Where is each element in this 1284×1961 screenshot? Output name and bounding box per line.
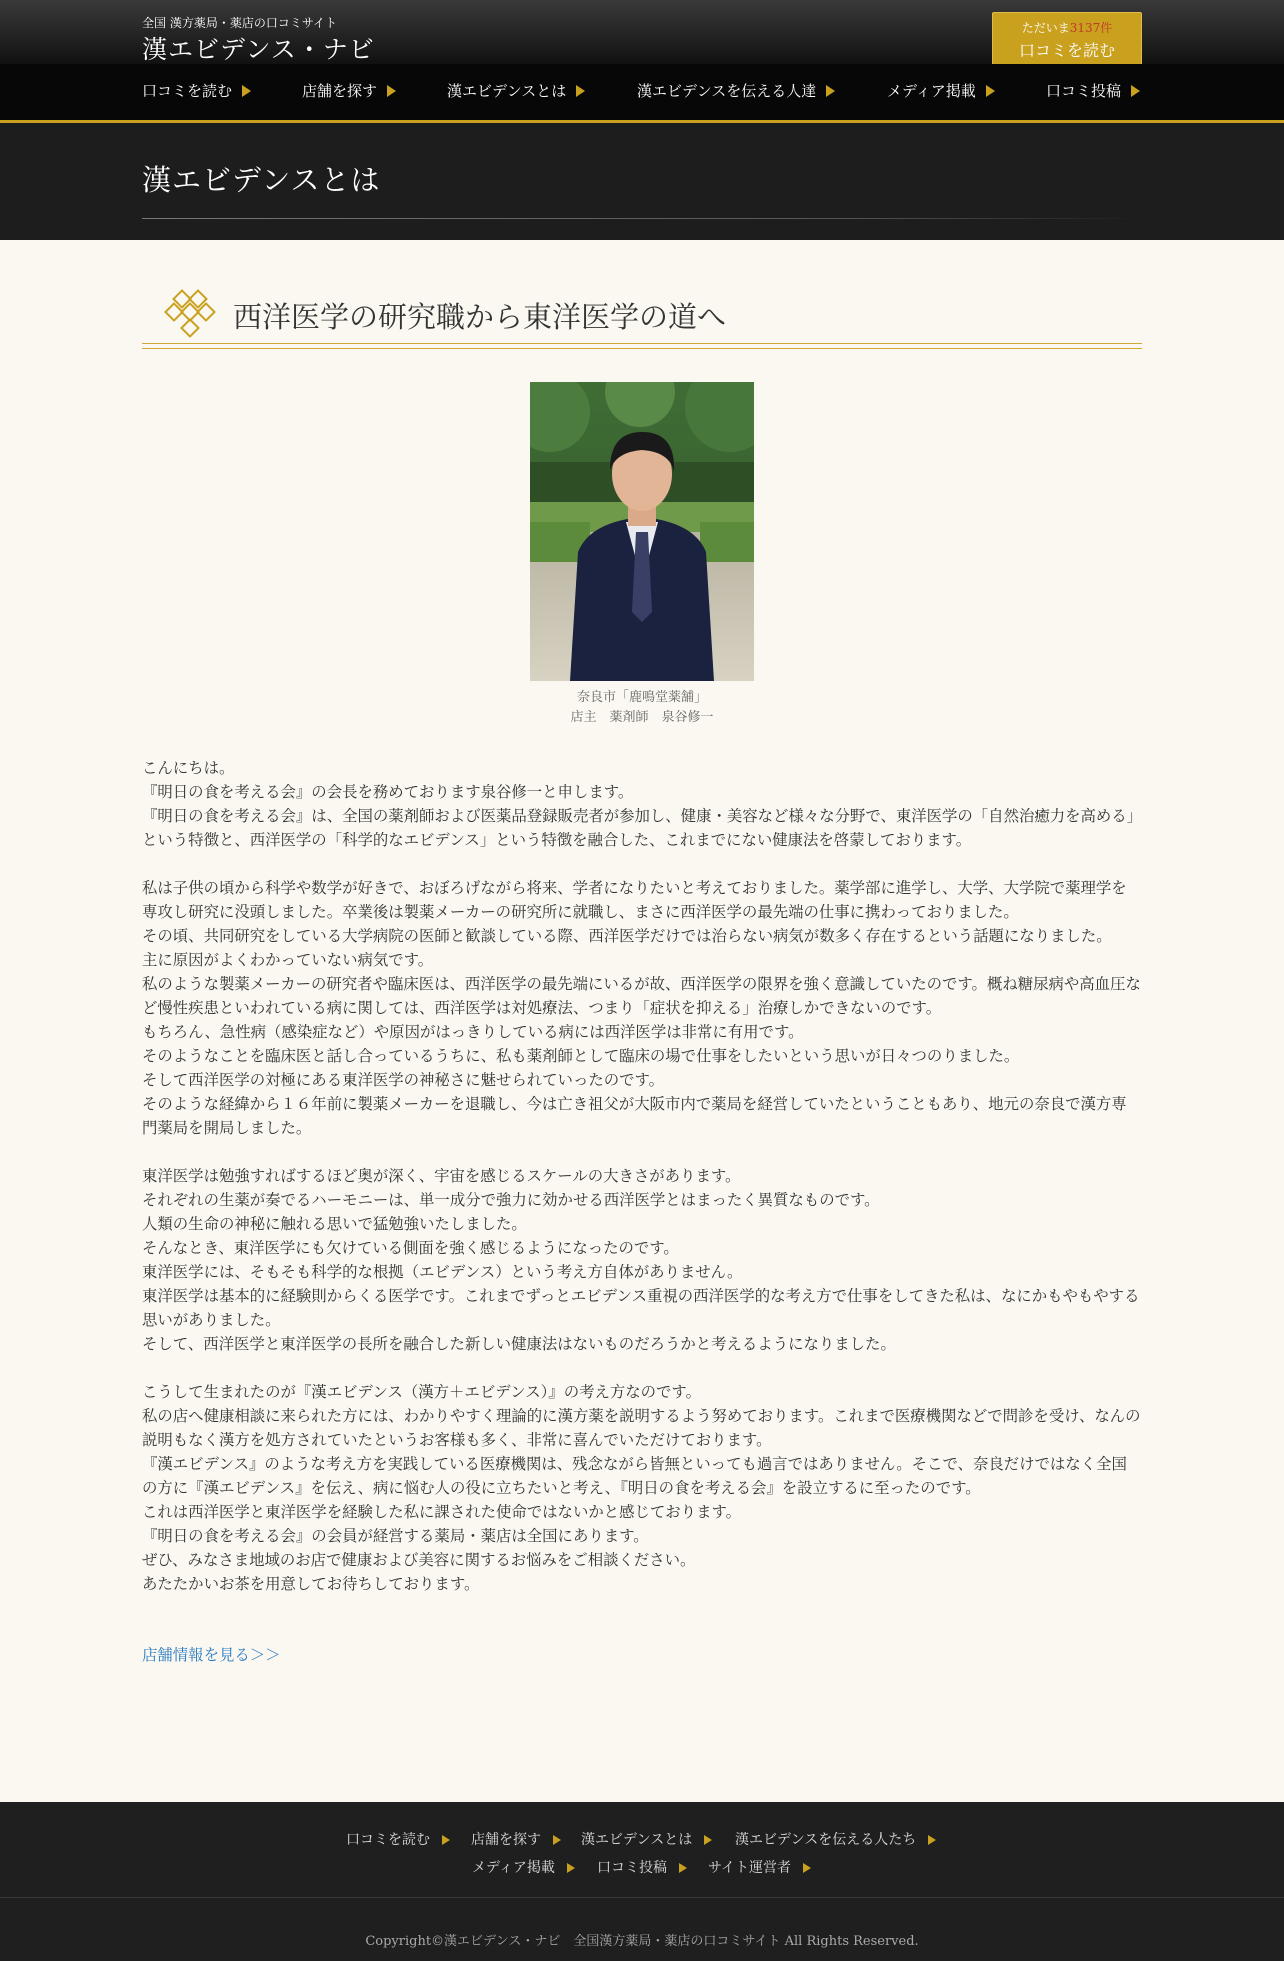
triangle-right-icon (576, 85, 585, 97)
footer-link-label: 漢エビデンスを伝える人たち (735, 1832, 917, 1848)
triangle-right-icon (826, 85, 835, 97)
footer-link-label: 口コミを読む (346, 1832, 430, 1848)
paragraph (142, 1380, 1142, 1596)
triangle-right-icon (1131, 85, 1140, 97)
read-reviews-cta-button[interactable] (992, 12, 1142, 66)
page-title: 漢エビデンスとは (142, 163, 381, 197)
cta-prefix: ただいま (1021, 21, 1070, 35)
page-title-band (0, 123, 1284, 240)
footer-link-read-reviews[interactable] (346, 1829, 450, 1849)
triangle-right-icon (679, 1863, 687, 1873)
text-line: 『明日の食を考える会』の会員が経営する薬局・薬店は全国にあります。 (142, 1527, 649, 1545)
text-line: そのような経緯から１６年前に製薬メーカーを退職し、今は亡き祖父が大阪市内で薬局を経営していたということもあり、地元の奈良で漢方専門薬局を開局しました。 (142, 1095, 1127, 1137)
title-divider (142, 218, 1142, 219)
cta-label: 口コミを読む (1018, 41, 1115, 60)
footer-link-media[interactable] (472, 1857, 575, 1877)
owner-portrait-image (530, 382, 754, 681)
text-line: 私の店へ健康相談に来られた方には、わかりやすく理論的に漢方薬を説明するよう努めております。これまで医療機関などで問診を受け、なんの説明もなく漢方を処方されていたというお客様も多く、非常に喜んでいただけております。 (142, 1407, 1141, 1449)
text-line: 主に原因がよくわかっていない病気です。 (142, 951, 434, 969)
text-line: それぞれの生薬が奏でるハーモニーは、単一成分で強力に効かせる西洋医学とはまったく異質なものです。 (142, 1191, 880, 1209)
text-line: 東洋医学には、そもそも科学的な根拠（エビデンス）という考え方自体がありません。 (142, 1263, 743, 1281)
nav-item-read-reviews[interactable] (142, 80, 251, 101)
caption-shop: 奈良市「鹿鳴堂薬舗」 (576, 690, 707, 705)
nav-label: 店舗を探す (302, 82, 378, 100)
text-line: もちろん、急性病（感染症など）や原因がはっきりしている病には西洋医学は非常に有用です。 (142, 1023, 804, 1041)
text-line: 人類の生命の神秘に触れる思いで猛勉強いたしました。 (142, 1215, 527, 1233)
site-header (0, 0, 1284, 64)
triangle-right-icon (442, 1835, 450, 1845)
footer-link-operator[interactable] (708, 1857, 811, 1877)
heading-divider (142, 343, 1142, 349)
text-line: あたたかいお茶を用意してお待ちしております。 (142, 1575, 480, 1593)
nav-label: メディア掲載 (887, 82, 976, 100)
review-count: 3137件 (1069, 21, 1113, 35)
text-line: 東洋医学は基本的に経験則からくる医学です。これまでずっとエビデンス重視の西洋医学的な考え方で仕事をしてきた私は、なにかもやもやする思いがありました。 (142, 1287, 1140, 1329)
diamond-ornament-icon (162, 289, 218, 341)
nav-item-people[interactable] (637, 80, 835, 101)
footer-link-label: 口コミ投稿 (597, 1860, 667, 1876)
copyright-text: Copyright©漢エビデンス・ナビ 全国漢方薬局・薬店の口コミサイト All Rights Reserved. (365, 1934, 919, 1949)
footer-link-about[interactable] (581, 1829, 712, 1849)
footer-link-find-store[interactable] (471, 1829, 561, 1849)
nav-item-media[interactable] (887, 80, 995, 101)
triangle-right-icon (928, 1835, 936, 1845)
text-line: ぜひ、みなさま地域のお店で健康および美容に関するお悩みをご相談ください。 (142, 1551, 696, 1569)
footer-link-label: サイト運営者 (708, 1860, 792, 1876)
nav-label: 漢エビデンスとは (447, 82, 567, 100)
footer-link-label: 店舗を探す (471, 1832, 541, 1848)
triangle-right-icon (986, 85, 995, 97)
triangle-right-icon (553, 1835, 561, 1845)
triangle-right-icon (704, 1835, 712, 1845)
article-body (142, 756, 1142, 1620)
paragraph (142, 876, 1142, 1140)
triangle-right-icon (387, 85, 396, 97)
text-line: その頃、共同研究をしている大学病院の医師と歓談している際、西洋医学だけでは治らない病気が数多く存在するという話題になりました。 (142, 927, 1112, 945)
section-heading-text: 西洋医学の研究職から東洋医学の道へ (233, 300, 727, 334)
text-line: 『明日の食を考える会』の会長を務めております泉谷修一と申します。 (142, 783, 634, 801)
text-line: 私のような製薬メーカーの研究者や臨床医は、西洋医学の最先端にいるが故、西洋医学の限界を強く意識していたのです。概ね糖尿病や高血圧など慢性疾患といわれている病に関しては、西洋医学は対処療法、つまり「症状を抑える」治療しかできないのです。 (142, 975, 1141, 1017)
footer-link-post-review[interactable] (597, 1857, 687, 1877)
nav-label: 漢エビデンスを伝える人達 (637, 82, 817, 100)
text-line: こんにちは。 (142, 759, 235, 777)
site-tagline: 全国 漢方薬局・薬店の口コミサイト (142, 16, 337, 30)
text-line: これは西洋医学と東洋医学を経験した私に課された使命ではないかと感じております。 (142, 1503, 742, 1521)
text-line: 『明日の食を考える会』は、全国の薬剤師および医薬品登録販売者が参加し、健康・美容など様々な分野で、東洋医学の「自然治癒力を高める」という特徴と、西洋医学の「科学的なエビデンス」という特徴を融合した、これまでにない健康法を啓蒙しております。 (142, 807, 1135, 849)
nav-label: 口コミ投稿 (1046, 82, 1122, 100)
text-line: 私は子供の頃から科学や数学が好きで、おぼろげながら将来、学者になりたいと考えておりました。薬学部に進学し、大学、大学院で薬理学を専攻し研究に没頭しました。卒業後は製薬メーカーの研究所に就職し、まさに西洋医学の最先端の仕事に携わっておりました。 (142, 879, 1127, 921)
site-logo[interactable]: 漢エビデンス・ナビ (142, 35, 375, 64)
caption-owner: 店主 薬剤師 泉谷修一 (570, 710, 714, 725)
paragraph (142, 1164, 1142, 1356)
store-info-link[interactable]: 店舗情報を見る＞＞ (142, 1646, 281, 1664)
owner-photo (530, 382, 754, 681)
nav-item-about[interactable] (447, 80, 585, 101)
text-line: そんなとき、東洋医学にも欠けている側面を強く感じるようになったのです。 (142, 1239, 679, 1257)
review-count-line (993, 19, 1141, 36)
text-line: 東洋医学は勉強すればするほど奥が深く、宇宙を感じるスケールの大きさがあります。 (142, 1167, 741, 1185)
text-line: 『漢エビデンス』のような考え方を実践している医療機関は、残念ながら皆無といっても過言ではありません。そこで、奈良だけではなく全国の方に『漢エビデンス』を伝え、病に悩む人の役に立ちたいと考え、『明日の食を考える会』を設立するに至ったのです。 (142, 1455, 1127, 1497)
triangle-right-icon (567, 1863, 575, 1873)
nav-label: 口コミを読む (142, 82, 233, 100)
nav-item-post-review[interactable] (1046, 80, 1140, 101)
text-line: そのようなことを臨床医と話し合っているうちに、私も薬剤師として臨床の場で仕事をしたいという思いが日々つのりました。 (142, 1047, 1020, 1065)
text-line: こうして生まれたのが『漢エビデンス（漢方＋エビデンス）』の考え方なのです。 (142, 1383, 701, 1401)
nav-item-find-store[interactable] (302, 80, 396, 101)
section-heading (142, 285, 1142, 350)
footer-link-label: 漢エビデンスとは (581, 1832, 693, 1848)
footer-link-people[interactable] (735, 1829, 936, 1849)
text-line: そして、西洋医学と東洋医学の長所を融合した新しい健康法はないものだろうかと考えるようになりました。 (142, 1335, 896, 1353)
paragraph (142, 756, 1142, 852)
site-footer (0, 1802, 1284, 1961)
global-nav (0, 64, 1284, 120)
footer-link-label: メディア掲載 (472, 1860, 555, 1876)
text-line: そして西洋医学の対極にある東洋医学の神秘さに魅せられていったのです。 (142, 1071, 665, 1089)
photo-caption (0, 688, 1284, 728)
triangle-right-icon (803, 1863, 811, 1873)
triangle-right-icon (242, 85, 251, 97)
footer-divider (0, 1897, 1284, 1898)
